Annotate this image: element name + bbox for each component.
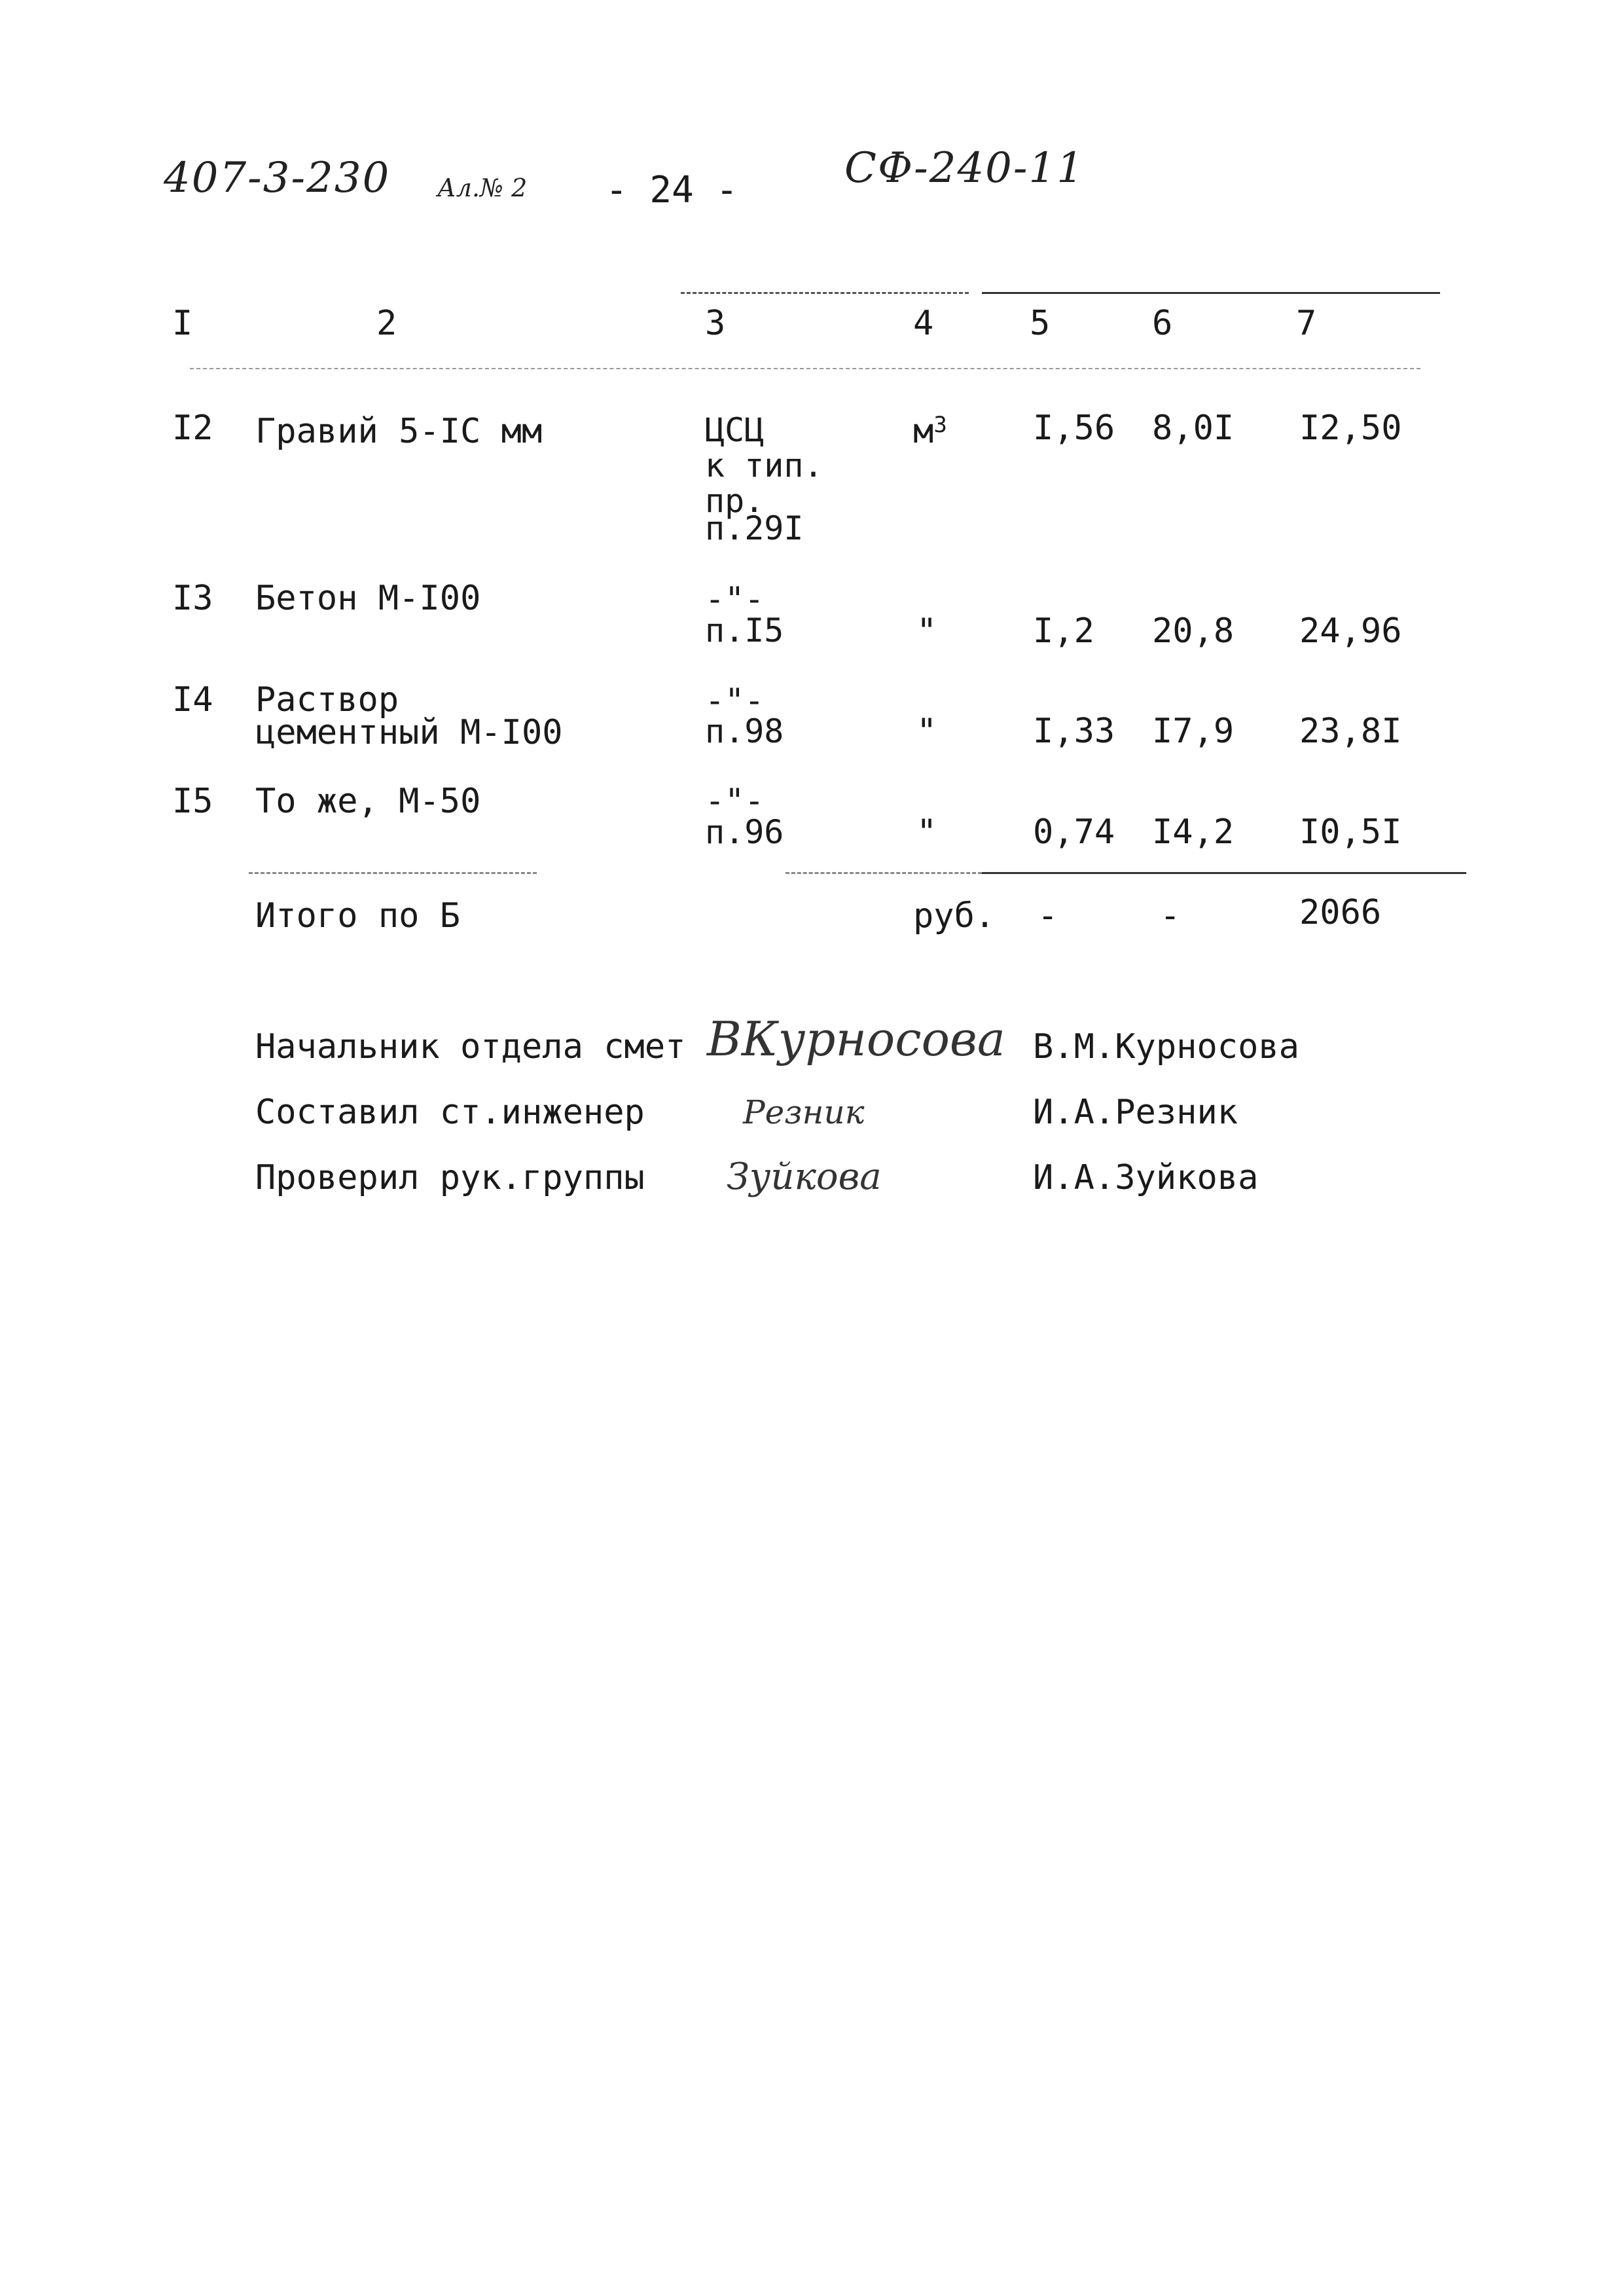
source-line: ЦСЦ bbox=[705, 411, 765, 449]
col-header-6: 6 bbox=[1152, 304, 1173, 343]
row-number: I5 bbox=[172, 782, 213, 821]
row-number: I3 bbox=[172, 579, 213, 618]
sheet-code: СФ-240-11 bbox=[844, 144, 1085, 192]
material-name: цементный М-I00 bbox=[255, 713, 563, 752]
header-rule bbox=[190, 368, 1420, 369]
handwritten-signature: Резник bbox=[743, 1093, 865, 1131]
unit-price: 20,8 bbox=[1152, 611, 1235, 651]
row-number: I4 bbox=[172, 680, 213, 720]
total-rule-left bbox=[249, 872, 537, 874]
total-cost: 23,8I bbox=[1299, 712, 1402, 751]
col-header-4: 4 bbox=[913, 304, 934, 343]
signature-role: Проверил рук.группы bbox=[255, 1158, 645, 1197]
handwritten-signature: Зуйкова bbox=[727, 1156, 882, 1198]
top-rule-right bbox=[982, 292, 1440, 294]
total-sum: 2066 bbox=[1299, 893, 1382, 932]
source-line: п.I5 bbox=[705, 611, 784, 649]
signatory-name: И.А.Резник bbox=[1033, 1093, 1238, 1132]
total-price: - bbox=[1160, 896, 1181, 936]
top-rule-left bbox=[681, 292, 969, 294]
material-name: То же, М-50 bbox=[255, 782, 481, 821]
quantity: I,33 bbox=[1033, 712, 1115, 751]
col-header-3: 3 bbox=[705, 304, 726, 343]
unit: " bbox=[916, 812, 937, 852]
page-number: - 24 - bbox=[605, 169, 738, 211]
total-cost: I0,5I bbox=[1299, 812, 1402, 852]
quantity: I,56 bbox=[1033, 409, 1115, 448]
signature-role: Составил ст.инженер bbox=[255, 1093, 645, 1132]
source-line: п.29I bbox=[705, 509, 804, 547]
col-header-5: 5 bbox=[1030, 304, 1051, 343]
material-name: Гравий 5-IC мм bbox=[255, 412, 543, 451]
total-rule-mid bbox=[785, 872, 982, 874]
material-name: Бетон М-I00 bbox=[255, 579, 481, 618]
total-cost: 24,96 bbox=[1299, 611, 1402, 651]
quantity: 0,74 bbox=[1033, 812, 1115, 852]
source-line: -"- bbox=[705, 782, 765, 820]
total-unit: руб. bbox=[913, 896, 996, 936]
signature-role: Начальник отдела смет bbox=[255, 1027, 686, 1066]
signatory-name: И.А.Зуйкова bbox=[1033, 1158, 1259, 1197]
source-line: пр. bbox=[705, 482, 765, 520]
total-label: Итого по Б bbox=[255, 896, 461, 936]
total-rule-right bbox=[982, 872, 1466, 874]
source-line: к тип. bbox=[705, 446, 823, 484]
source-line: -"- bbox=[705, 682, 765, 720]
unit: " bbox=[916, 712, 937, 751]
signatory-name: В.М.Курносова bbox=[1033, 1027, 1299, 1066]
material-name: Раствор bbox=[255, 680, 399, 720]
col-header-1: I bbox=[172, 304, 193, 343]
album-number: Ал.№ 2 bbox=[437, 173, 528, 202]
document-code: 407-3-230 bbox=[164, 154, 391, 202]
source-line: -"- bbox=[705, 580, 765, 618]
col-header-7: 7 bbox=[1296, 304, 1317, 343]
source-line: п.98 bbox=[705, 712, 784, 750]
unit-price: I4,2 bbox=[1152, 812, 1235, 852]
col-header-2: 2 bbox=[376, 304, 397, 343]
handwritten-signature: ВКурносова bbox=[707, 1011, 1005, 1066]
unit-price: 8,0I bbox=[1152, 409, 1235, 448]
source-line: п.96 bbox=[705, 813, 784, 851]
unit-price: I7,9 bbox=[1152, 712, 1235, 751]
total-cost: I2,50 bbox=[1299, 409, 1402, 448]
row-number: I2 bbox=[172, 409, 213, 448]
total-qty: - bbox=[1038, 896, 1058, 936]
unit: $м^3$ bbox=[913, 412, 947, 451]
unit: " bbox=[916, 611, 937, 651]
quantity: I,2 bbox=[1033, 611, 1094, 651]
